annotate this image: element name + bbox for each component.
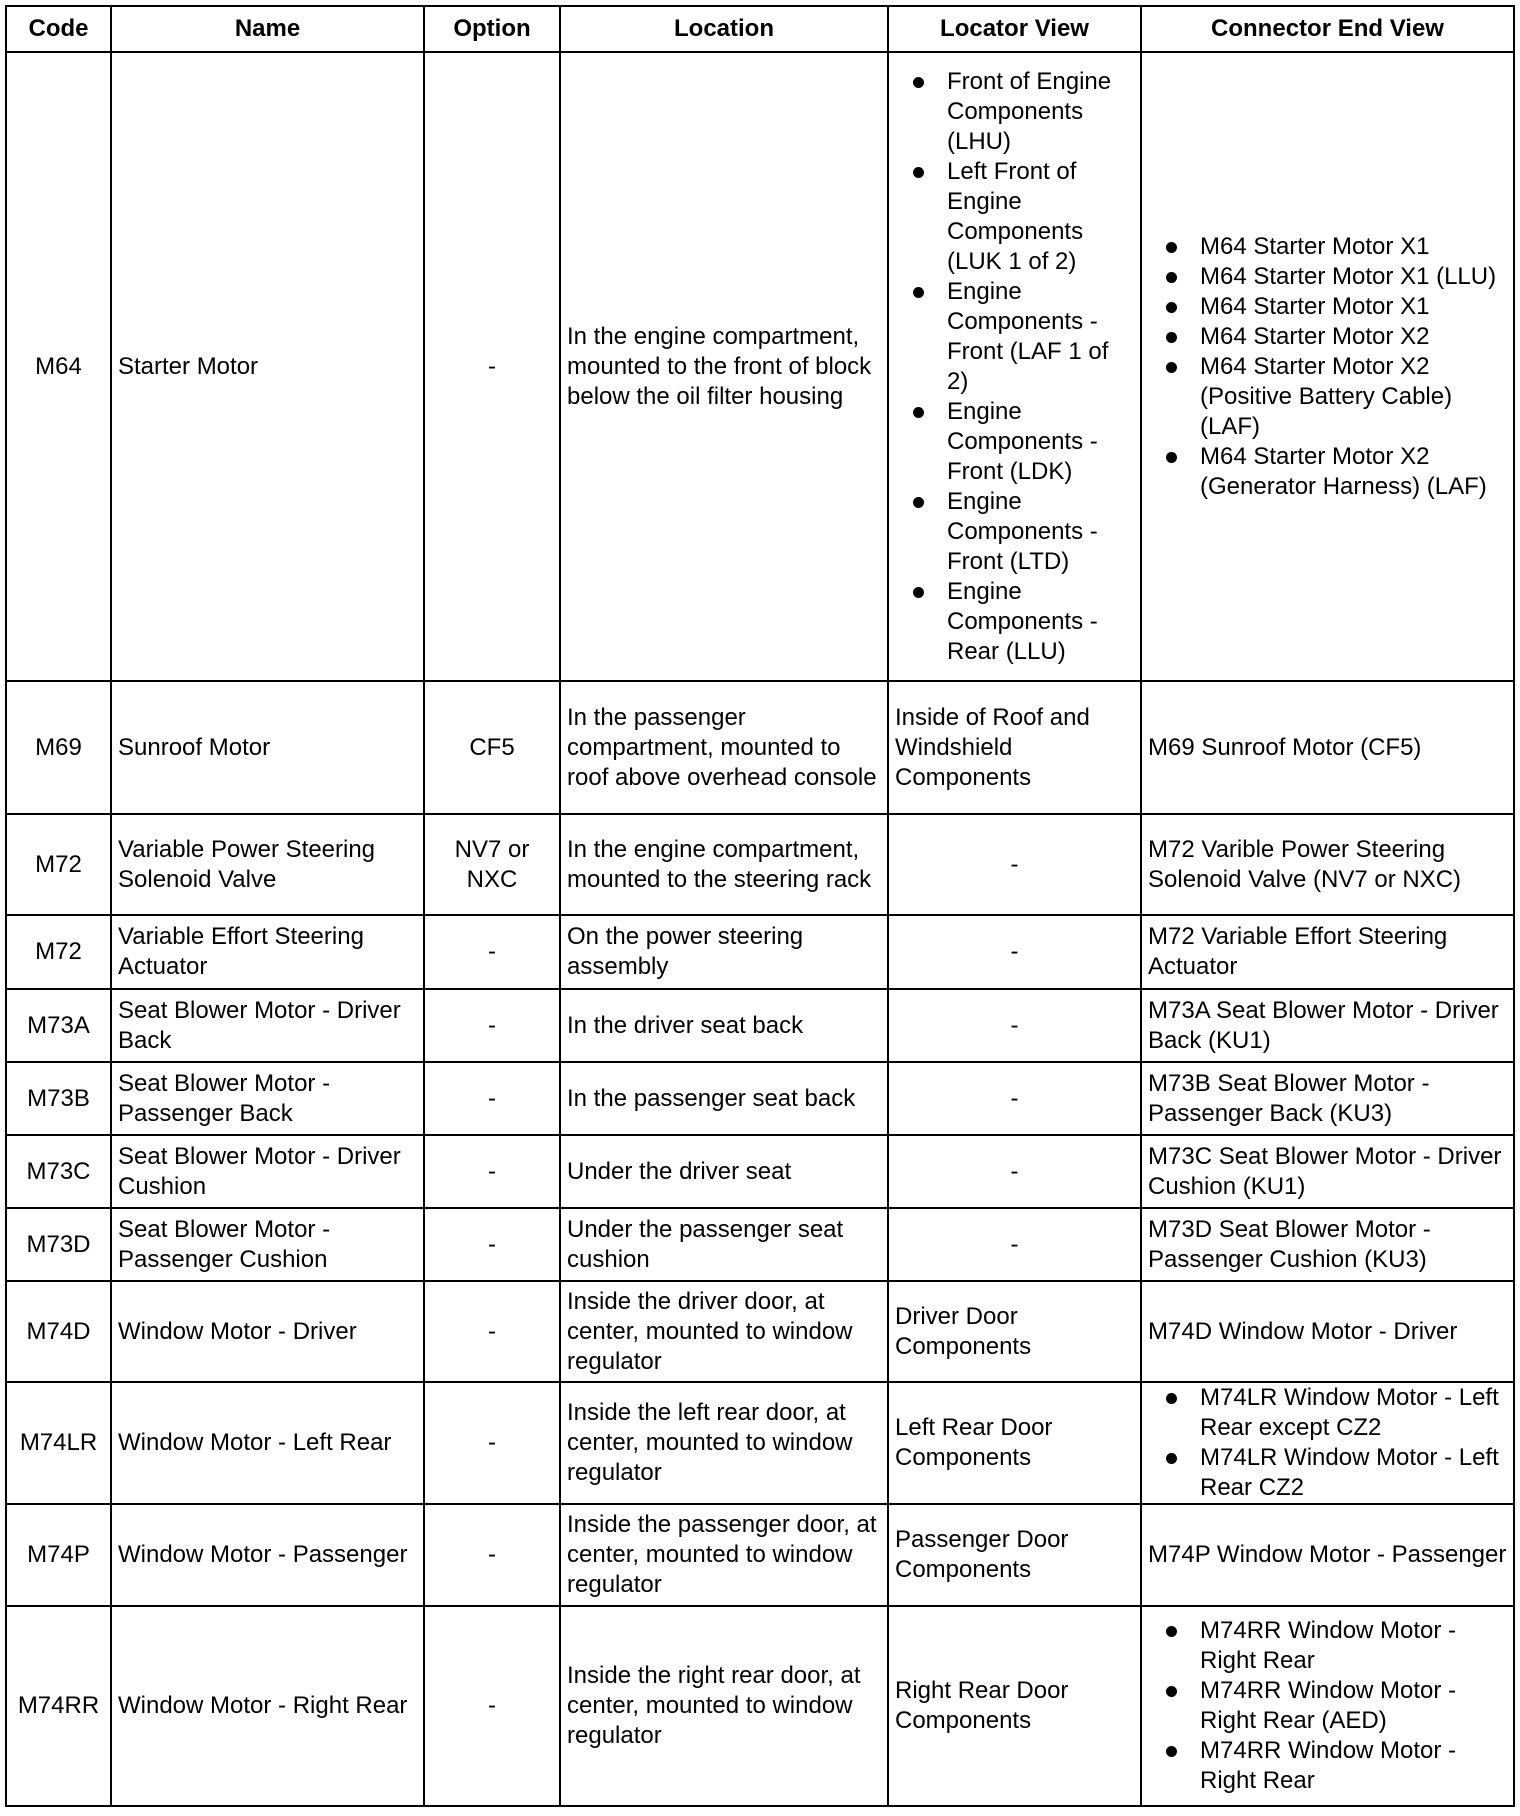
cell-location: In the passenger seat back [560, 1062, 888, 1135]
list-item: Engine Components - Rear (LLU) [895, 577, 1134, 667]
table-row [6, 1504, 1514, 1606]
cell-location: Inside the right rear door, at center, mounted to window regulator [560, 1606, 888, 1806]
cell-connector-end-view: M73D Seat Blower Motor - Passenger Cushion (KU3) [1141, 1208, 1514, 1281]
list-item: Front of Engine Components (LHU) [895, 67, 1134, 157]
cell-code: M74P [6, 1504, 111, 1606]
list-item: Engine Components - Front (LDK) [895, 397, 1134, 487]
cell-location: Inside the passenger door, at center, mounted to window regulator [560, 1504, 888, 1606]
cell-option: CF5 [424, 681, 560, 814]
cell-code: M74RR [6, 1606, 111, 1806]
cell-code: M74D [6, 1281, 111, 1382]
cell-locator-view: - [888, 1135, 1141, 1208]
header-location: Location [560, 6, 888, 52]
table-row [6, 52, 1514, 681]
table-row [6, 1062, 1514, 1135]
list-item: M74RR Window Motor - Right Rear [1148, 1616, 1507, 1676]
cell-option: - [424, 1208, 560, 1281]
list-item: Engine Components - Front (LTD) [895, 487, 1134, 577]
cell-code: M72 [6, 915, 111, 989]
cell-name: Seat Blower Motor - Driver Cushion [111, 1135, 424, 1208]
cell-name: Starter Motor [111, 52, 424, 681]
cell-locator-view: - [888, 1062, 1141, 1135]
table-row [6, 1606, 1514, 1806]
table-row [6, 1208, 1514, 1281]
cell-option: - [424, 989, 560, 1062]
header-row [6, 6, 1514, 52]
cell-locator-view: Driver Door Components [888, 1281, 1141, 1382]
cell-connector-end-view: M73B Seat Blower Motor - Passenger Back (KU3) [1141, 1062, 1514, 1135]
cell-connector-end-view: M74P Window Motor - Passenger [1141, 1504, 1514, 1606]
cell-locator-view: - [888, 915, 1141, 989]
header-name: Name [111, 6, 424, 52]
cell-location: In the engine compartment, mounted to the steering rack [560, 814, 888, 915]
cell-option: - [424, 1062, 560, 1135]
cell-code: M64 [6, 52, 111, 681]
list-item: M64 Starter Motor X2 (Positive Battery Cable) (LAF) [1148, 352, 1507, 442]
bullet-list [1148, 1616, 1507, 1796]
cell-location: Inside the driver door, at center, mounted to window regulator [560, 1281, 888, 1382]
cell-name: Sunroof Motor [111, 681, 424, 814]
list-item: M64 Starter Motor X1 [1148, 292, 1507, 322]
cell-connector-end-view: M73A Seat Blower Motor - Driver Back (KU1) [1141, 989, 1514, 1062]
cell-locator-view: - [888, 1208, 1141, 1281]
component-locator-table [5, 5, 1515, 1807]
cell-name: Window Motor - Passenger [111, 1504, 424, 1606]
bullet-list [1148, 232, 1507, 502]
cell-locator-view: Passenger Door Components [888, 1504, 1141, 1606]
cell-name: Window Motor - Left Rear [111, 1382, 424, 1504]
list-item: M64 Starter Motor X2 (Generator Harness) (LAF) [1148, 442, 1507, 502]
bullet-list [1148, 1383, 1507, 1503]
cell-connector-end-view [1141, 1606, 1514, 1806]
cell-name: Variable Effort Steering Actuator [111, 915, 424, 989]
list-item: Left Front of Engine Components (LUK 1 of 2) [895, 157, 1134, 277]
cell-location: In the passenger compartment, mounted to roof above overhead console [560, 681, 888, 814]
cell-location: Under the driver seat [560, 1135, 888, 1208]
table-row [6, 989, 1514, 1062]
cell-name: Window Motor - Driver [111, 1281, 424, 1382]
table-row [6, 1281, 1514, 1382]
table-row [6, 814, 1514, 915]
cell-location: On the power steering assembly [560, 915, 888, 989]
cell-location: Inside the left rear door, at center, mounted to window regulator [560, 1382, 888, 1504]
header-locator-view: Locator View [888, 6, 1141, 52]
cell-option: - [424, 52, 560, 681]
table-row [6, 681, 1514, 814]
list-item: M64 Starter Motor X2 [1148, 322, 1507, 352]
cell-code: M73C [6, 1135, 111, 1208]
list-item: M64 Starter Motor X1 (LLU) [1148, 262, 1507, 292]
cell-connector-end-view [1141, 1382, 1514, 1504]
cell-code: M73A [6, 989, 111, 1062]
list-item: M74RR Window Motor - Right Rear (AED) [1148, 1676, 1507, 1736]
list-item: Engine Components - Front (LAF 1 of 2) [895, 277, 1134, 397]
header-code: Code [6, 6, 111, 52]
cell-option: - [424, 1135, 560, 1208]
cell-code: M73D [6, 1208, 111, 1281]
cell-connector-end-view: M69 Sunroof Motor (CF5) [1141, 681, 1514, 814]
cell-locator-view: Right Rear Door Components [888, 1606, 1141, 1806]
cell-code: M74LR [6, 1382, 111, 1504]
table-row [6, 1382, 1514, 1504]
cell-code: M73B [6, 1062, 111, 1135]
header-option: Option [424, 6, 560, 52]
list-item: M64 Starter Motor X1 [1148, 232, 1507, 262]
cell-connector-end-view: M74D Window Motor - Driver [1141, 1281, 1514, 1382]
cell-locator-view [888, 52, 1141, 681]
cell-option: - [424, 915, 560, 989]
list-item: M74LR Window Motor - Left Rear except CZ2 [1148, 1383, 1507, 1443]
cell-locator-view: Inside of Roof and Windshield Components [888, 681, 1141, 814]
cell-code: M69 [6, 681, 111, 814]
cell-location: Under the passenger seat cushion [560, 1208, 888, 1281]
cell-connector-end-view: M72 Varible Power Steering Solenoid Valve (NV7 or NXC) [1141, 814, 1514, 915]
cell-name: Seat Blower Motor - Driver Back [111, 989, 424, 1062]
cell-locator-view: - [888, 814, 1141, 915]
cell-name: Seat Blower Motor - Passenger Back [111, 1062, 424, 1135]
cell-code: M72 [6, 814, 111, 915]
table-row [6, 915, 1514, 989]
cell-locator-view: - [888, 989, 1141, 1062]
cell-name: Window Motor - Right Rear [111, 1606, 424, 1806]
cell-option: NV7 or NXC [424, 814, 560, 915]
list-item: M74LR Window Motor - Left Rear CZ2 [1148, 1443, 1507, 1503]
cell-connector-end-view: M73C Seat Blower Motor - Driver Cushion (KU1) [1141, 1135, 1514, 1208]
cell-location: In the driver seat back [560, 989, 888, 1062]
cell-option: - [424, 1281, 560, 1382]
cell-connector-end-view: M72 Variable Effort Steering Actuator [1141, 915, 1514, 989]
cell-location: In the engine compartment, mounted to the front of block below the oil filter housing [560, 52, 888, 681]
table-row [6, 1135, 1514, 1208]
bullet-list [895, 67, 1134, 667]
cell-locator-view: Left Rear Door Components [888, 1382, 1141, 1504]
cell-name: Seat Blower Motor - Passenger Cushion [111, 1208, 424, 1281]
cell-option: - [424, 1606, 560, 1806]
cell-name: Variable Power Steering Solenoid Valve [111, 814, 424, 915]
list-item: M74RR Window Motor - Right Rear [1148, 1736, 1507, 1796]
cell-connector-end-view [1141, 52, 1514, 681]
cell-option: - [424, 1382, 560, 1504]
header-connector-end-view: Connector End View [1141, 6, 1514, 52]
cell-option: - [424, 1504, 560, 1606]
